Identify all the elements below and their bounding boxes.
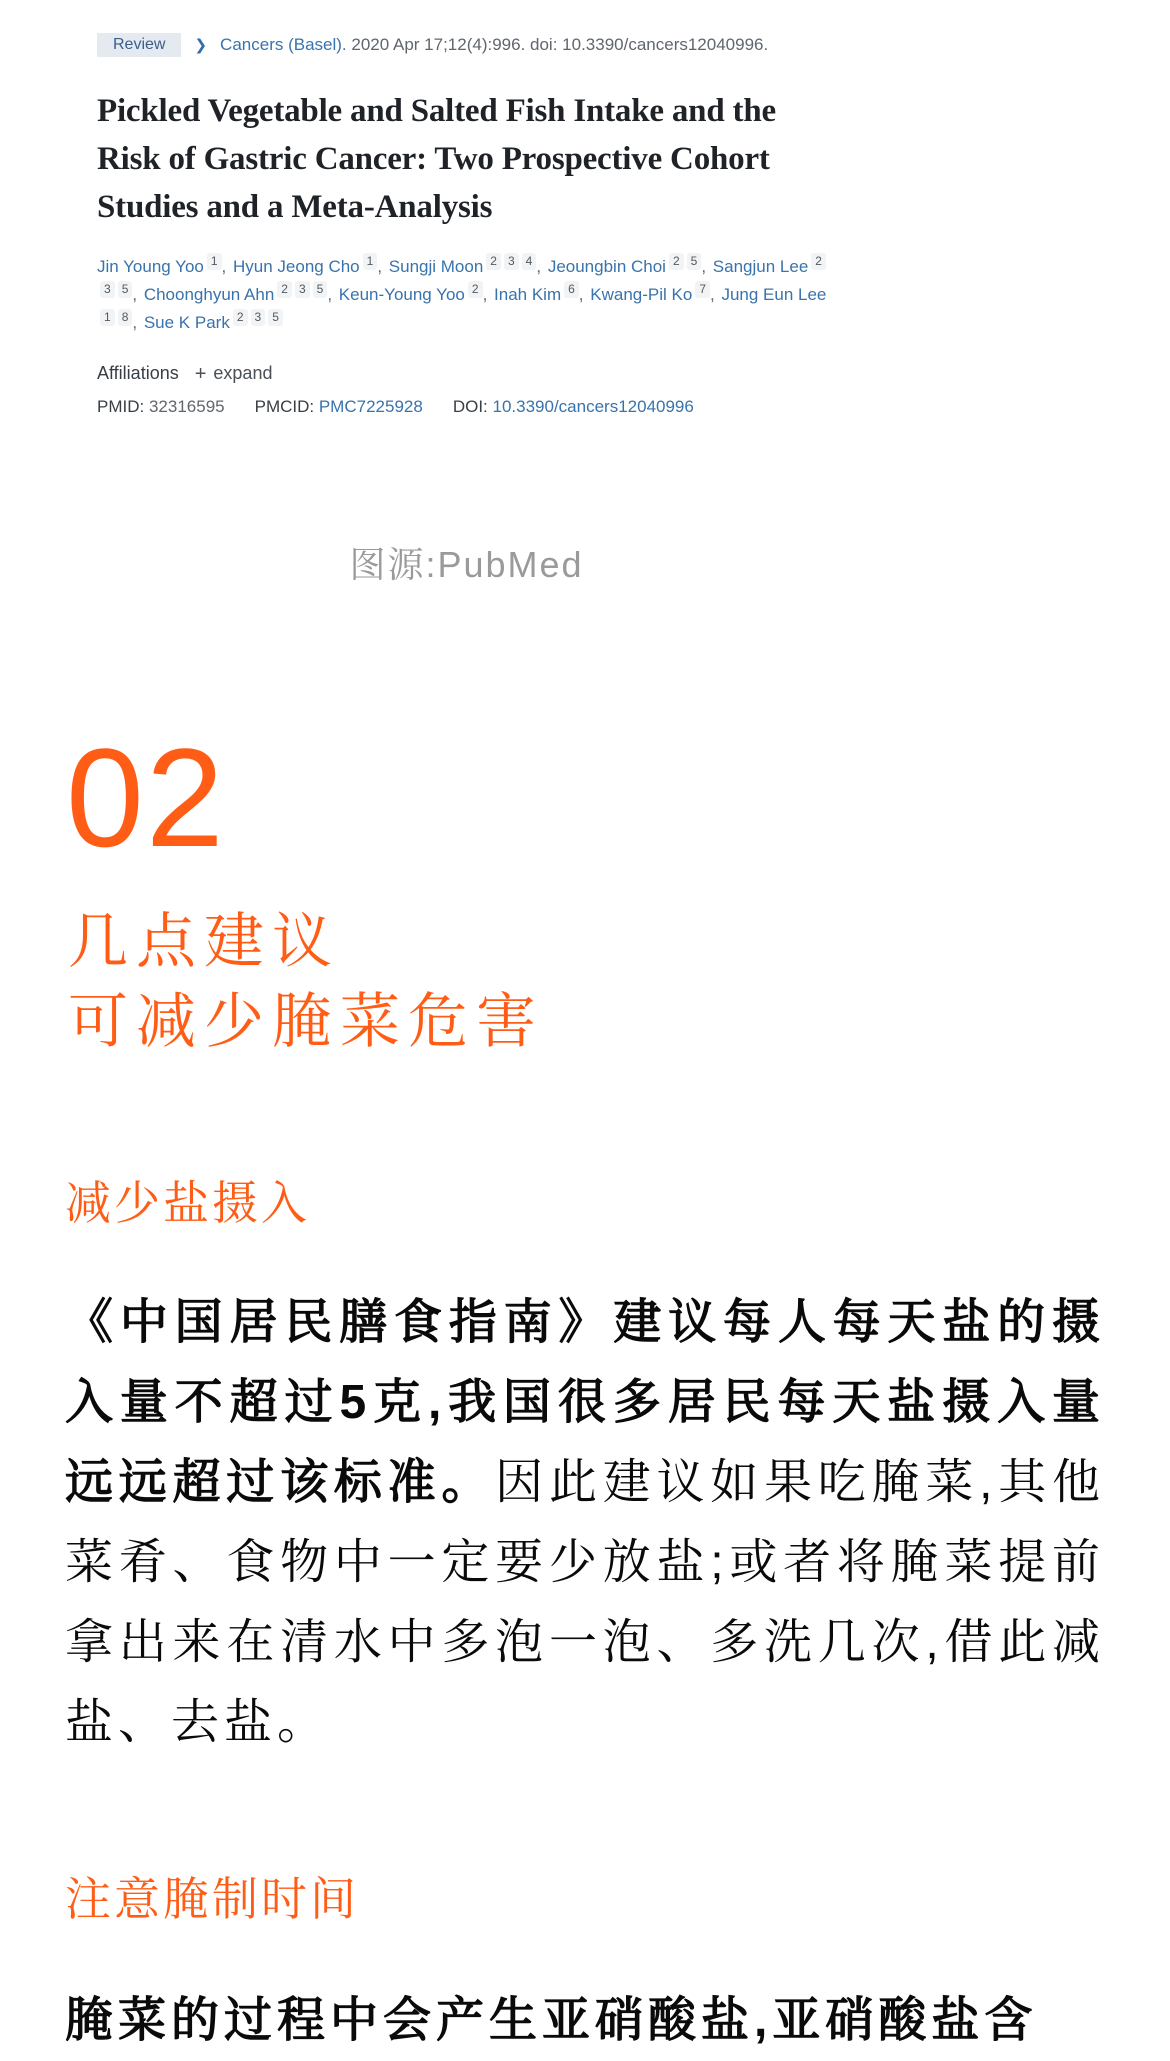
section-title-line1: 几点建议 — [68, 908, 340, 975]
author-separator: , — [710, 285, 720, 304]
affiliations-label: Affiliations — [97, 363, 179, 383]
author-link[interactable]: Hyun Jeong Cho — [233, 257, 360, 276]
author-affiliation-number: 1 — [207, 253, 222, 270]
author-link[interactable]: Sue K Park — [143, 313, 230, 332]
author-affiliation-number: 2 — [468, 281, 483, 298]
expand-affiliations-button[interactable] — [195, 363, 273, 384]
author-affiliation-number: 7 — [695, 281, 710, 298]
pmcid-label: PMCID: — [254, 397, 315, 416]
author-separator: , — [132, 285, 142, 304]
review-badge: Review — [97, 33, 181, 57]
pmid-value: 32316595 — [148, 397, 225, 416]
section-title — [68, 902, 1170, 1062]
paper-title: Pickled Vegetable and Salted Fish Intake and the Risk of Gastric Cancer: Two Prospective Cohort Studies and a Meta-Analysis — [97, 93, 776, 225]
image-source-caption: 图源:PubMed — [349, 544, 584, 585]
author-affiliation-number: 4 — [522, 253, 537, 270]
author-link[interactable]: Kwang-Pil Ko — [590, 285, 693, 304]
author-affiliation-number: 2 — [277, 281, 292, 298]
subheading-pickling-time: 注意腌制时间 — [65, 1873, 359, 1925]
pmcid-link[interactable]: PMC7225928 — [318, 397, 423, 416]
plus-icon: + — [194, 362, 207, 385]
author-separator: , — [578, 285, 589, 304]
citation-detail: 2020 Apr 17;12(4):996. doi: 10.3390/cancers12040996. — [351, 35, 769, 54]
author-link[interactable]: Inah Kim — [494, 285, 562, 304]
author-link[interactable]: Jin Young Yoo — [97, 257, 204, 276]
author-separator: , — [482, 285, 493, 304]
author-link[interactable]: Jeoungbin Choi — [547, 257, 666, 276]
author-affiliation-number: 6 — [564, 281, 579, 298]
author-affiliation-number: 3 — [295, 281, 310, 298]
author-link[interactable]: Jung Eun Lee — [721, 285, 827, 304]
author-affiliation-number: 2 — [486, 253, 501, 270]
author-separator: , — [327, 285, 337, 304]
author-affiliation-number: 1 — [363, 253, 378, 270]
author-separator: , — [536, 257, 546, 276]
author-link[interactable]: Choonghyun Ahn — [143, 285, 275, 304]
paragraph-salt-advice-bold: 《中国居民膳食指南》建议每人每天盐的摄入量不超过5克,我国很多居民每天盐摄入量远远超过该标准。 — [65, 1296, 1105, 1509]
subheading-reduce-salt: 减少盐摄入 — [65, 1177, 310, 1229]
author-affiliation-number: 8 — [118, 309, 133, 326]
author-affiliation-number: 2 — [233, 309, 248, 326]
paragraph-salt-advice — [65, 1283, 1105, 1763]
author-affiliation-number: 1 — [100, 309, 115, 326]
citation-text — [220, 35, 768, 55]
author-affiliation-number: 5 — [687, 253, 702, 270]
citation-row — [97, 33, 860, 57]
author-affiliation-number: 5 — [313, 281, 328, 298]
author-affiliation-number: 5 — [268, 309, 283, 326]
author-list — [97, 253, 837, 337]
section-number: 02 — [66, 719, 226, 876]
pmcid-pair — [255, 397, 423, 417]
author-link[interactable]: Sungji Moon — [388, 257, 484, 276]
author-affiliation-number: 2 — [811, 253, 826, 270]
section-title-line2: 可减少腌菜危害 — [68, 988, 544, 1055]
doi-pair — [453, 397, 694, 417]
author-affiliation-number: 3 — [504, 253, 519, 270]
affiliations-row — [97, 363, 860, 384]
author-separator: , — [132, 313, 142, 332]
author-separator: , — [221, 257, 231, 276]
pmid-label: PMID: — [97, 397, 145, 416]
expand-label: expand — [213, 363, 273, 383]
author-link[interactable]: Keun-Young Yoo — [338, 285, 465, 304]
journal-link[interactable]: Cancers (Basel). — [220, 35, 347, 54]
paragraph-nitrite: 腌菜的过程中会产生亚硝酸盐,亚硝酸盐含 — [65, 1994, 1038, 2047]
pmid-pair — [97, 397, 225, 417]
author-separator: , — [377, 257, 387, 276]
author-link[interactable]: Sangjun Lee — [712, 257, 809, 276]
chevron-right-icon: ❯ — [194, 37, 208, 54]
doi-link[interactable]: 10.3390/cancers12040996 — [492, 397, 694, 416]
pubmed-screenshot — [97, 0, 860, 417]
identifiers-row — [97, 397, 860, 417]
doi-label: DOI: — [452, 397, 488, 416]
author-affiliation-number: 2 — [669, 253, 684, 270]
paragraph-salt-advice-regular: 因此建议如果吃腌菜,其他菜肴、食物中一定要少放盐;或者将腌菜提前拿出来在清水中多泡一泡、多洗几次,借此减盐、去盐。 — [65, 1456, 1105, 1749]
author-affiliation-number: 5 — [118, 281, 133, 298]
author-affiliation-number: 3 — [100, 281, 115, 298]
author-affiliation-number: 3 — [251, 309, 266, 326]
author-separator: , — [701, 257, 711, 276]
